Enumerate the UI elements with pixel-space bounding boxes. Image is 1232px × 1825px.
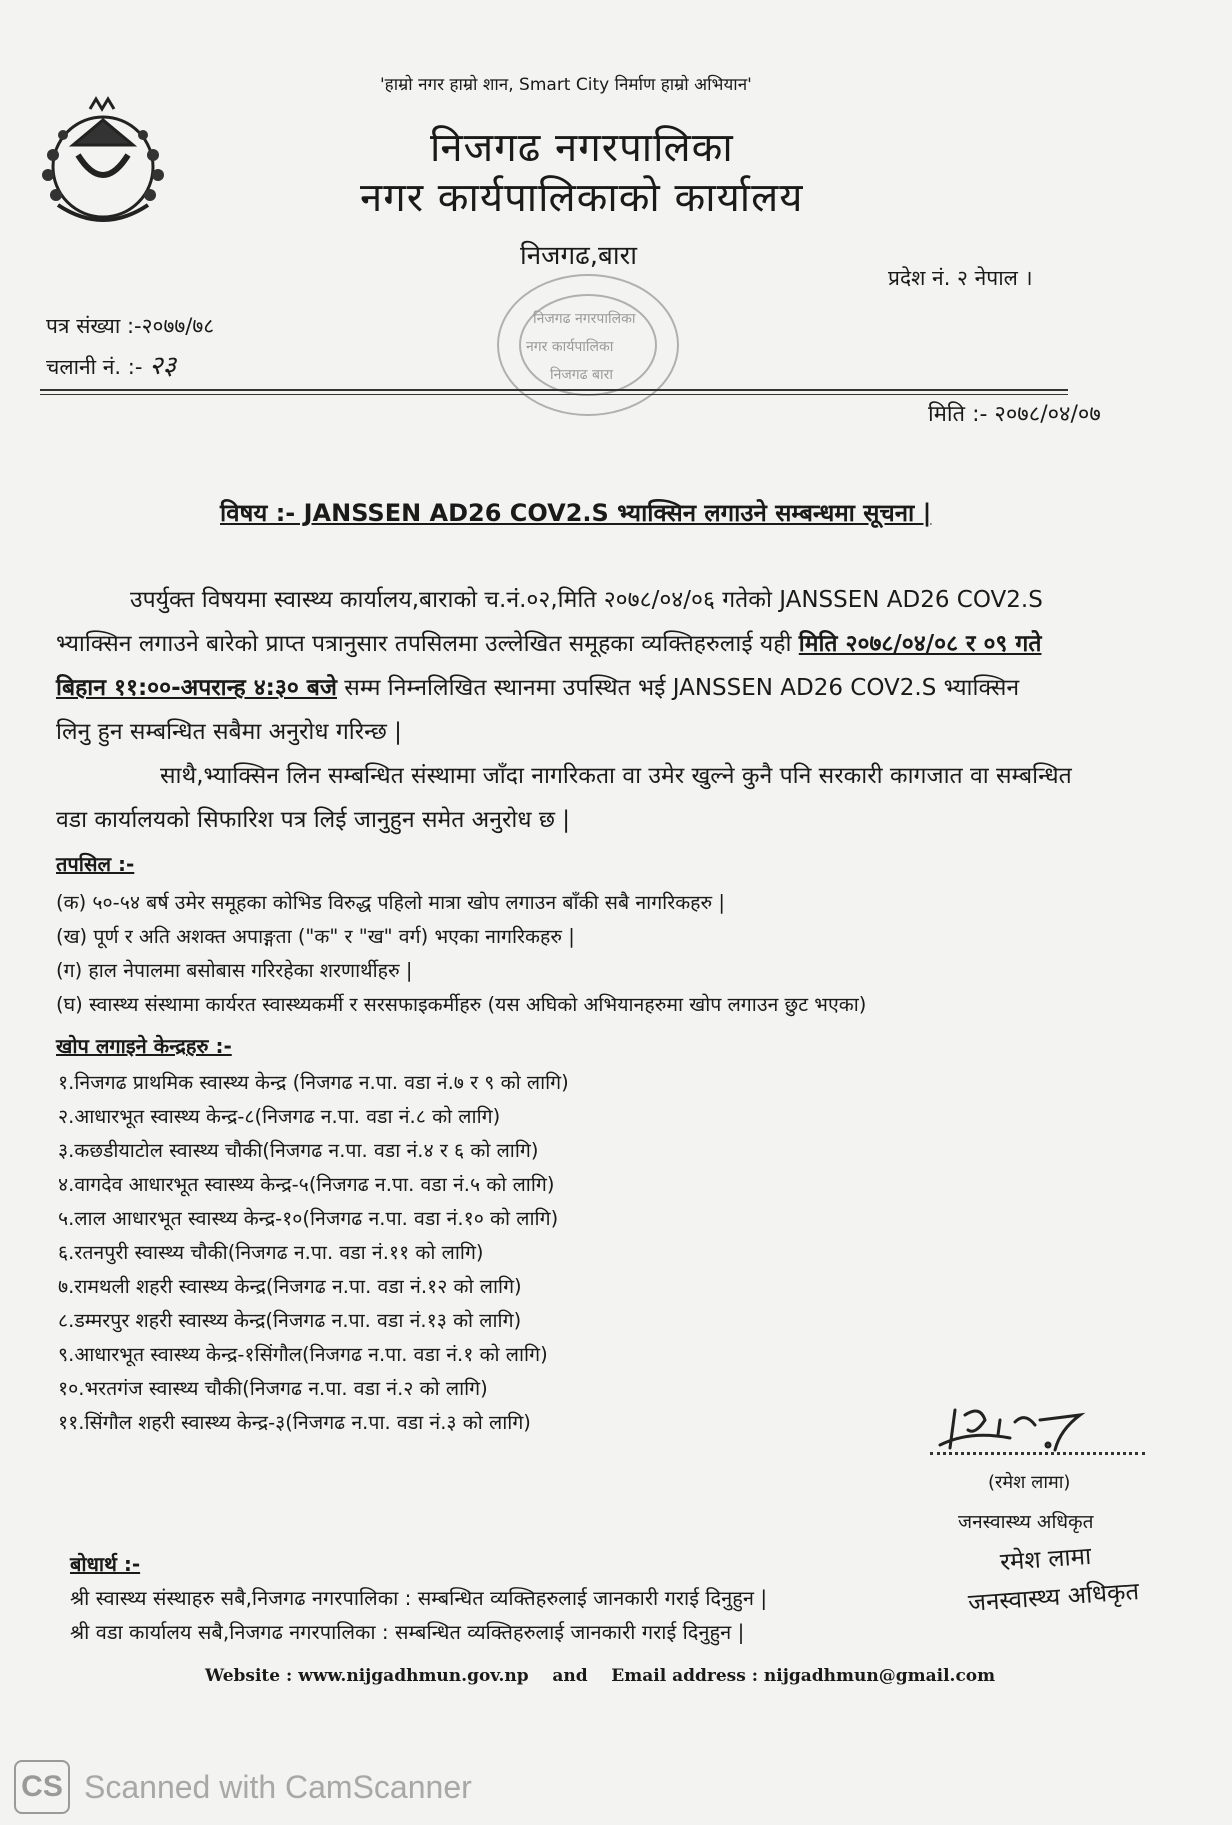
website: Website : www.nijgadhmun.gov.np (205, 1666, 529, 1686)
details-heading: तपसिल :- (56, 852, 135, 876)
center-item: ७.रामथली शहरी स्वास्थ्य केन्द्र(निजगढ न.पा. वडा नं.१२ को लागि) (58, 1275, 522, 1298)
paragraph-1-line-3 (56, 670, 1136, 702)
center-item: १.निजगढ प्राथमिक स्वास्थ्य केन्द्र (निजगढ न.पा. वडा नं.७ र ९ को लागि) (58, 1071, 569, 1094)
stamp-line-3: निजगढ बारा (550, 367, 613, 383)
center-item: ५.लाल आधारभूत स्वास्थ्य केन्द्र-१०(निजगढ न.पा. वडा नं.१० को लागि) (58, 1207, 559, 1230)
paragraph-1-line-2 (56, 626, 1136, 658)
cc-item: श्री वडा कार्यालय सबै,निजगढ नगरपालिका : सम्बन्धित व्यक्तिहरुलाई जानकारी गराई दिनुहुन | (70, 1620, 745, 1644)
letter-date: मिति :- २०७८/०४/०७ (928, 402, 1101, 427)
center-item: २.आधारभूत स्वास्थ्य केन्द्र-८(निजगढ न.पा. वडा नं.८ को लागि) (58, 1105, 501, 1128)
office-location: निजगढ,बारा (520, 241, 637, 271)
camscanner-watermark (14, 1760, 472, 1814)
camscanner-text: Scanned with CamScanner (84, 1768, 472, 1805)
signature-line (930, 1452, 1145, 1455)
vaccination-date: मिति २०७८/०४/०८ र ०९ गते (798, 631, 1042, 657)
detail-item: (घ) स्वास्थ्य संस्थामा कार्यरत स्वास्थ्यकर्मी र सरसफाइकर्मीहरु (यस अघिको अभियानहरुमा खोप लगाउन छुट भएका) (56, 993, 867, 1016)
name-stamp: रमेश लामा (999, 1541, 1093, 1577)
title-stamp: जनस्वास्थ्य अधिकृत (967, 1577, 1140, 1617)
camscanner-logo-icon: CS (14, 1760, 70, 1814)
office-stamp (488, 265, 688, 435)
municipality-emblem-icon (28, 85, 178, 240)
paragraph-1-line-4: लिनु हुन सम्बन्धित सबैमा अनुरोध गरिन्छ | (56, 719, 402, 745)
center-item: ३.कछडीयाटोल स्वास्थ्य चौकी(निजगढ न.पा. वडा नं.४ र ६ को लागि) (58, 1139, 539, 1162)
letter-subject: विषय :- JANSSEN AD26 COV2.S भ्याक्सिन लगाउने सम्बन्धमा सूचना | (220, 499, 932, 527)
cc-item: श्री स्वास्थ्य संस्थाहरु सबै,निजगढ नगरपालिका : सम्बन्धित व्यक्तिहरुलाई जानकारी गराई दिनुहुन | (70, 1586, 768, 1610)
reference-number: पत्र संख्या :-२०७७/७८ (46, 314, 215, 338)
header-rule (40, 389, 1068, 391)
tagline: 'हाम्रो नगर हाम्रो शान, Smart City निर्माण हाम्रो अभियान' (380, 75, 752, 95)
center-item: ९.आधारभूत स्वास्थ्य केन्द्र-१सिंगौल(निजगढ न.पा. वडा नं.१ को लागि) (58, 1343, 548, 1366)
center-item: १०.भरतगंज स्वास्थ्य चौकी(निजगढ न.पा. वडा नं.२ को लागि) (58, 1377, 488, 1400)
dispatch-label: चलानी नं. :- (46, 355, 143, 379)
center-item: ८.डम्मरपुर शहरी स्वास्थ्य केन्द्र(निजगढ न.पा. वडा नं.१३ को लागि) (58, 1309, 522, 1332)
detail-item: (ख) पूर्ण र अति अशक्त अपाङ्गता ("क" र "ख" वर्ग) भएका नागरिकहरु | (56, 925, 575, 948)
dispatch-value: २३ (149, 351, 177, 381)
signer-title: जनस्वास्थ्य अधिकृत (958, 1511, 1094, 1533)
detail-item: (क) ५०-५४ बर्ष उमेर समूहका कोभिड विरुद्ध पहिलो मात्रा खोप लगाउन बाँकी सबै नागरिकहरु | (56, 891, 725, 914)
header-rule-thin (40, 394, 1068, 395)
centers-heading: खोप लगाइने केन्द्रहरु :- (56, 1034, 232, 1058)
office-name: निजगढ नगरपालिका (430, 125, 734, 171)
footer-contact (205, 1666, 995, 1686)
paragraph-2-line-1: साथै,भ्याक्सिन लिन सम्बन्धित संस्थामा जाँदा नागरिकता वा उमेर खुल्ने कुनै पनि सरकारी कागजात वा सम्बन्धित (160, 763, 1072, 789)
paragraph-1-line-1: उपर्युक्त विषयमा स्वास्थ्य कार्यालय,बाराको च.नं.०२,मिति २०७८/०४/०६ गतेको JANSSEN AD26 COV2.S (130, 587, 1043, 613)
center-item: ११.सिंगौल शहरी स्वास्थ्य केन्द्र-३(निजगढ न.पा. वडा नं.३ को लागि) (58, 1411, 531, 1434)
handwritten-signature (930, 1390, 1130, 1460)
p1-text-cont: सम्म निम्नलिखित स्थानमा उपस्थित भई JANSSEN AD26 COV2.S भ्याक्सिन (337, 675, 1020, 701)
stamp-line-1: निजगढ नगरपालिका (533, 311, 636, 327)
p1-text: भ्याक्सिन लगाउने बारेको प्राप्त पत्रानुसार तपसिलमा उल्लेखित समूहका व्यक्तिहरुलाई यही (56, 631, 799, 657)
signer-name: (रमेश लामा) (988, 1472, 1071, 1493)
email-address: Email address : nijgadhmun@gmail.com (611, 1666, 996, 1686)
center-item: ६.रतनपुरी स्वास्थ्य चौकी(निजगढ न.पा. वडा नं.११ को लागि) (58, 1241, 484, 1264)
province: प्रदेश नं. २ नेपाल । (888, 266, 1033, 290)
stamp-line-2: नगर कार्यपालिका (526, 339, 614, 355)
paragraph-2-line-2: वडा कार्यालयको सिफारिश पत्र लिई जानुहुन समेत अनुरोध छ | (56, 807, 571, 833)
vaccination-time: बिहान ११:००-अपरान्ह ४:३० बजे (56, 675, 337, 701)
footer-and: and (552, 1666, 588, 1686)
dispatch-number (46, 346, 176, 382)
detail-item: (ग) हाल नेपालमा बसोबास गरिरहेका शरणार्थीहरु | (56, 959, 413, 982)
office-subtitle: नगर कार्यपालिकाको कार्यालय (360, 175, 804, 221)
cc-heading: बोधार्थ :- (70, 1552, 141, 1576)
center-item: ४.वागदेव आधारभूत स्वास्थ्य केन्द्र-५(निजगढ न.पा. वडा नं.५ को लागि) (58, 1173, 555, 1196)
